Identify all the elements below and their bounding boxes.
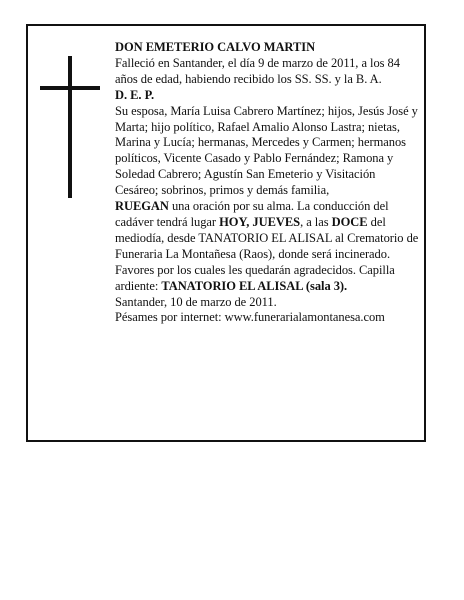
family-list: Su esposa, María Luisa Cabrero Martínez; hijos, Jesús José y Marta; hijo político, Rafael Amalio Alonso Lastra; nietas, Marina y Lucía; hermanas, Mercedes y Carmen; hermanos políticos, Vicente Casado y Pablo Fernández; Ramona y Soledad Cabrero; Agustín San Emeterio y Visitación Cesáreo; sobrinos, primos y demás familia, [115,103,418,198]
condolences-line: Pésames por internet: www.funeraria​lamontanesa.com [115,310,385,325]
request-text-2: , a las [300,214,332,229]
obituary-text [115,40,419,326]
day-text: HOY, JUEVES [219,214,301,229]
date-line: Santander, 10 de marzo de 2011. [115,294,277,309]
deceased-name: DON EMETERIO CALVO MARTIN [115,40,316,54]
chapel-text: TANATORIO EL ALISAL (sala 3). [161,278,348,293]
funeral-request [115,199,419,294]
cross-icon [68,56,72,198]
obituary-frame [26,24,426,442]
rip-line: D. E. P. [115,87,155,102]
ruegan-text: RUEGAN [115,199,169,214]
death-announcement: Falleció en Santander, el día 9 de marzo de 2011, a los 84 años de edad, habiendo recibido los SS. SS. y la B. A. [115,55,400,86]
request-text-3: del mediodía, desde TANATORIO EL ALISAL al Crematorio de Funeraria La Montañesa (Raos), donde será incinerado. Favores por los cuales les quedarán agradecidos. Capilla ardiente: [115,214,419,293]
hour-text: DOCE [331,214,368,229]
cross-icon-bar [40,86,100,90]
request-text-1: una oración por su alma. La conducción del cadáver tendrá lugar [115,199,389,229]
